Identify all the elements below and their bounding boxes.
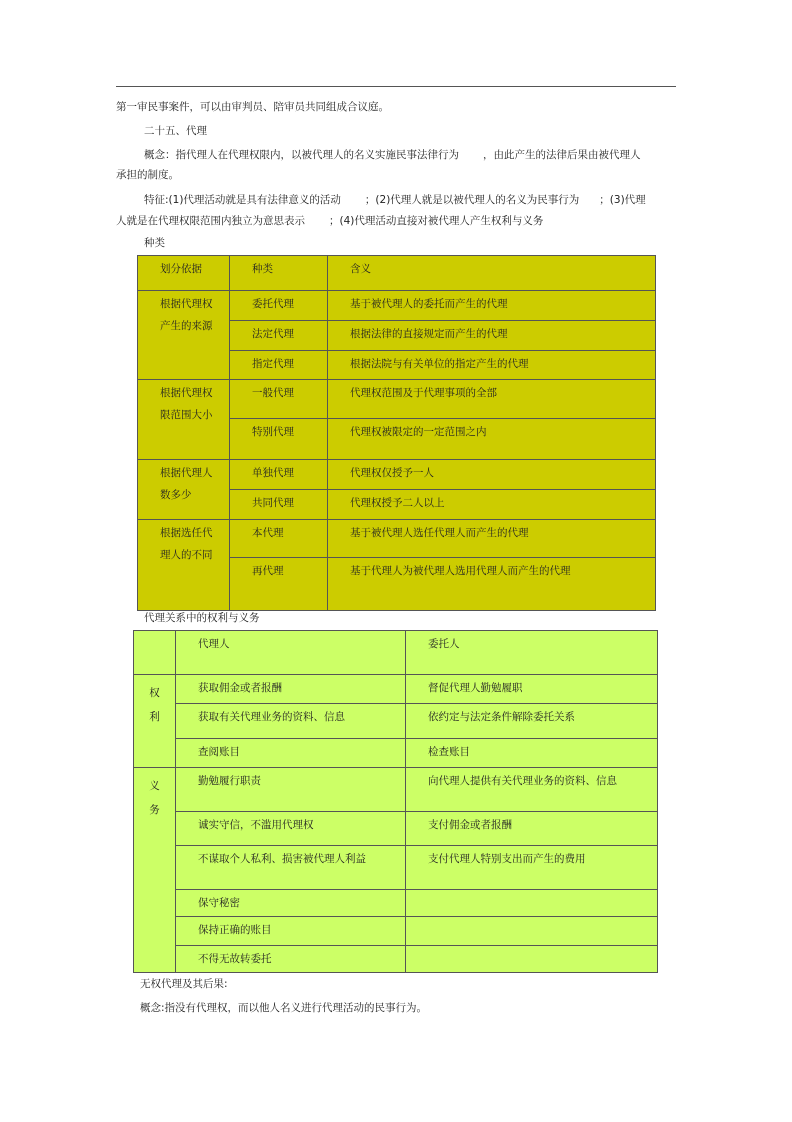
concept-line-1 [144, 148, 641, 162]
header-basis: 划分依据 [138, 256, 230, 291]
basis-line: 数多少 [160, 489, 192, 501]
basis-cell [138, 460, 230, 520]
section-title: 二十五、代理 [144, 125, 207, 137]
table-row [134, 890, 658, 917]
table-header-row [138, 256, 656, 291]
table-row [134, 812, 658, 846]
feature-3: ；(3)代理 [599, 194, 646, 206]
principal-cell [406, 890, 658, 917]
meaning-cell: 基于被代理人的委托而产生的代理 [328, 291, 656, 321]
principal-cell: 依约定与法定条件解除委托关系 [406, 704, 658, 739]
principal-cell: 向代理人提供有关代理业务的资料、信息 [406, 768, 658, 812]
basis-cell [138, 520, 230, 611]
agent-cell: 诚实守信，不滥用代理权 [176, 812, 406, 846]
rights-title: 代理关系中的权利与义务 [144, 612, 260, 624]
unauth-concept: 概念:指没有代理权，而以他人名义进行代理活动的民事行为。 [140, 1002, 428, 1014]
table-row [134, 946, 658, 973]
table-row [138, 380, 656, 419]
basis-line: 根据代理权 [160, 387, 213, 399]
concept-part-1: 概念：指代理人在代理权限内，以被代理人的名义实施民事法律行为 [144, 149, 459, 161]
table-row [134, 675, 658, 704]
feature-4: 人就是在代理权限范围内独立为意思表示 [116, 215, 305, 227]
label-char: 务 [149, 804, 160, 816]
table-row [134, 917, 658, 946]
agent-cell: 不谋取个人私利、损害被代理人利益 [176, 846, 406, 890]
agent-cell: 保守秘密 [176, 890, 406, 917]
meaning-cell: 基于代理人为被代理人选用代理人而产生的代理 [328, 558, 656, 611]
agent-cell: 获取佣金或者报酬 [176, 675, 406, 704]
principal-cell: 支付佣金或者报酬 [406, 812, 658, 846]
table-row [134, 768, 658, 812]
kind-cell: 委托代理 [230, 291, 328, 321]
concept-part-2: ，由此产生的法律后果由被代理人 [483, 149, 641, 161]
header-rule [116, 86, 676, 87]
meaning-cell: 根据法律的直接规定而产生的代理 [328, 321, 656, 351]
meaning-cell: 代理权授予二人以上 [328, 490, 656, 520]
header-meaning: 含义 [328, 256, 656, 291]
features-line-2 [116, 214, 543, 228]
rights-label [134, 675, 176, 768]
feature-2: ；(2)代理人就是以被代理人的名义为民事行为 [364, 194, 580, 206]
kind-cell: 一般代理 [230, 380, 328, 419]
principal-cell: 支付代理人特别支出而产生的费用 [406, 846, 658, 890]
table-row [134, 739, 658, 768]
principal-cell [406, 946, 658, 973]
basis-cell [138, 380, 230, 460]
kind-cell: 法定代理 [230, 321, 328, 351]
header-kind: 种类 [230, 256, 328, 291]
concept-line-2: 承担的制度。 [116, 169, 179, 181]
meaning-cell: 代理权范围及于代理事项的全部 [328, 380, 656, 419]
table-header-row [134, 631, 658, 675]
kind-cell: 特别代理 [230, 419, 328, 460]
basis-line: 产生的来源 [160, 320, 213, 332]
rights-duties-table [133, 630, 658, 973]
basis-line: 限范围大小 [160, 409, 213, 421]
agent-cell: 查阅账目 [176, 739, 406, 768]
feature-5: ；(4)代理活动直接对被代理人产生权利与义务 [329, 215, 544, 227]
agent-cell: 勤勉履行职责 [176, 768, 406, 812]
kind-cell: 本代理 [230, 520, 328, 558]
meaning-cell: 代理权仅授予一人 [328, 460, 656, 490]
intro-line: 第一审民事案件，可以由审判员、陪审员共同组成合议庭。 [116, 101, 389, 113]
agent-cell: 不得无故转委托 [176, 946, 406, 973]
basis-line: 根据选任代 [160, 527, 213, 539]
meaning-cell: 代理权被限定的一定范围之内 [328, 419, 656, 460]
agent-cell: 获取有关代理业务的资料、信息 [176, 704, 406, 739]
kind-cell: 再代理 [230, 558, 328, 611]
label-char: 利 [149, 711, 160, 723]
types-title: 种类 [144, 237, 165, 249]
kind-cell: 共同代理 [230, 490, 328, 520]
table-row [134, 704, 658, 739]
kind-cell: 单独代理 [230, 460, 328, 490]
kind-cell: 指定代理 [230, 351, 328, 380]
meaning-cell: 基于被代理人选任代理人而产生的代理 [328, 520, 656, 558]
table-row [138, 291, 656, 321]
table-row [134, 846, 658, 890]
basis-line: 根据代理人 [160, 467, 213, 479]
principal-cell: 检查账目 [406, 739, 658, 768]
header-blank [134, 631, 176, 675]
basis-line: 根据代理权 [160, 298, 213, 310]
feature-1: 特征:(1)代理活动就是具有法律意义的活动 [144, 194, 341, 206]
header-agent: 代理人 [176, 631, 406, 675]
table-row [138, 520, 656, 558]
table-row [138, 460, 656, 490]
principal-cell [406, 917, 658, 946]
header-principal: 委托人 [406, 631, 658, 675]
duties-label [134, 768, 176, 973]
types-table [137, 255, 656, 611]
unauth-title: 无权代理及其后果: [140, 978, 228, 990]
agent-cell: 保持正确的账目 [176, 917, 406, 946]
label-char: 权 [149, 687, 160, 699]
basis-line: 理人的不同 [160, 549, 213, 561]
features-line-1 [144, 193, 646, 207]
label-char: 义 [149, 780, 160, 792]
basis-cell [138, 291, 230, 380]
meaning-cell: 根据法院与有关单位的指定产生的代理 [328, 351, 656, 380]
principal-cell: 督促代理人勤勉履职 [406, 675, 658, 704]
